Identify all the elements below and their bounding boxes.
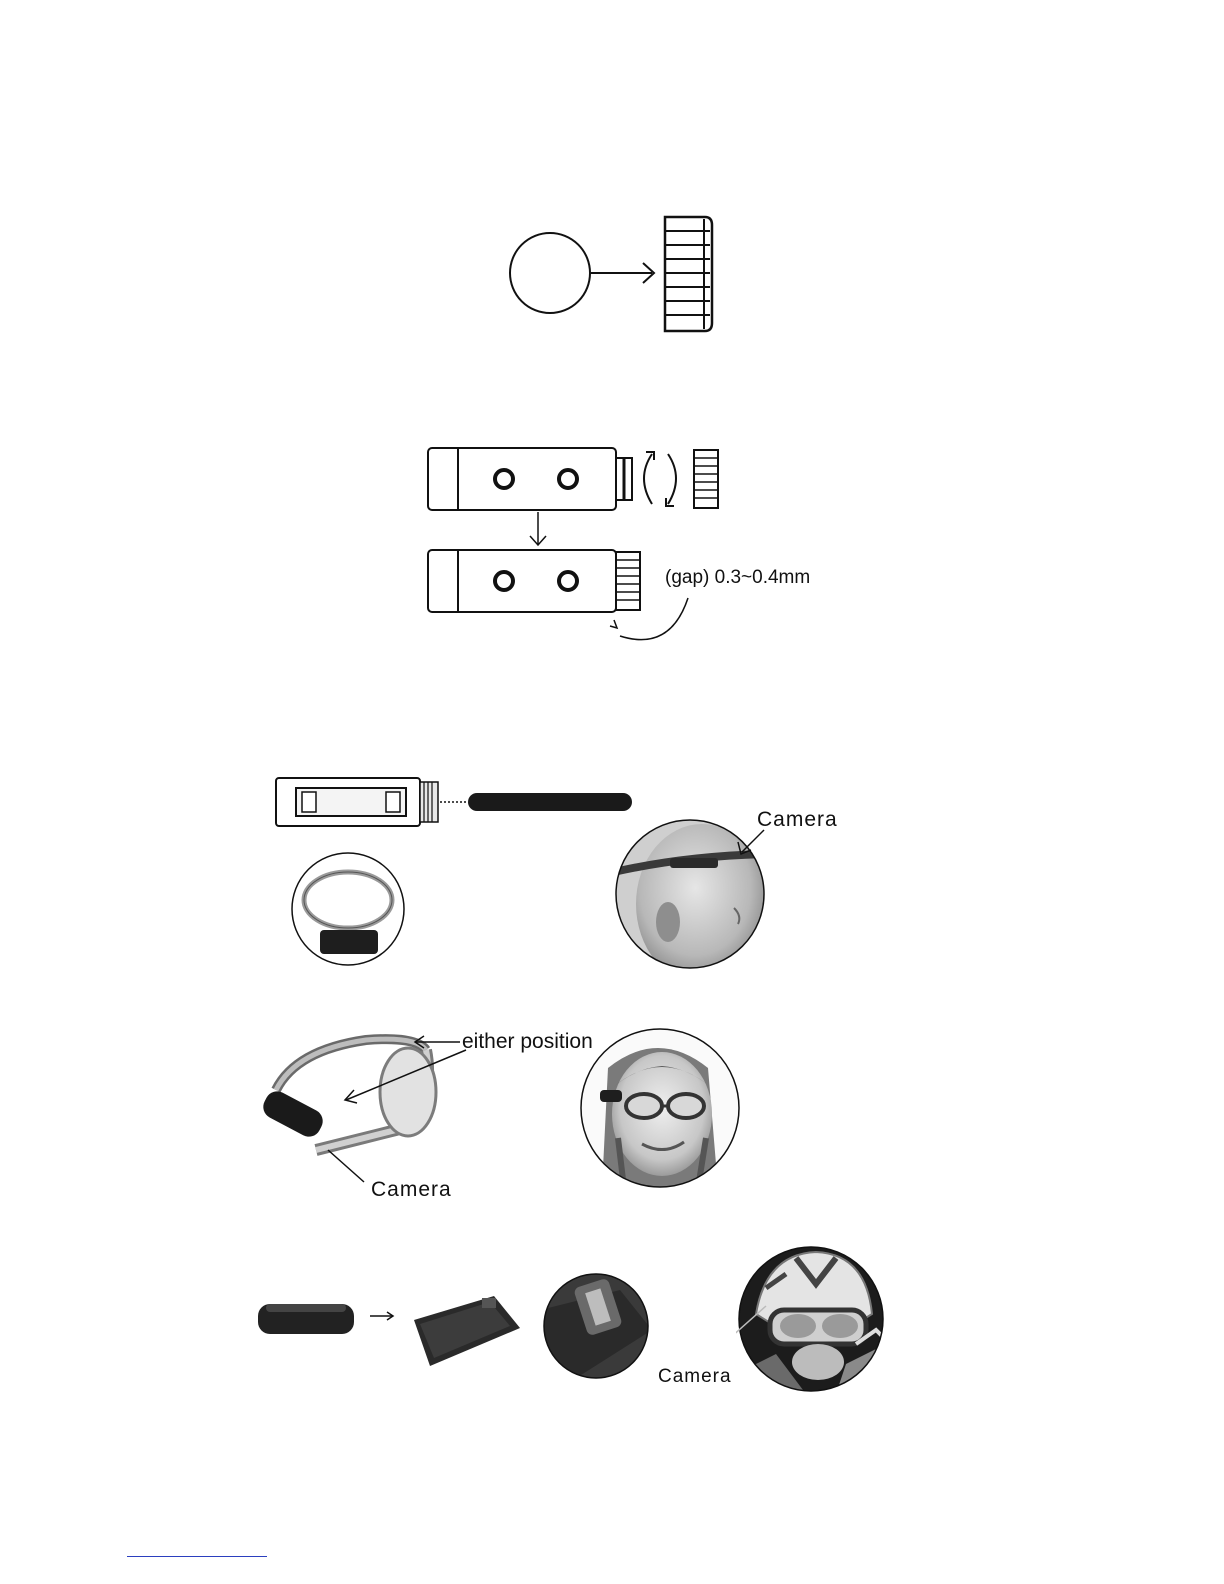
helmet-closeup-photo — [540, 1270, 652, 1382]
gap-label: (gap) 0.3~0.4mm — [665, 567, 811, 588]
lens-cap-icon — [694, 450, 718, 508]
camera-body-icon — [258, 1304, 354, 1334]
footer-rule — [127, 1556, 267, 1557]
mounting-clip-icon — [414, 1296, 520, 1366]
goggles-figure — [256, 1030, 496, 1200]
swim-goggles-icon — [259, 1039, 436, 1150]
head-photo — [614, 812, 766, 974]
camera-goggles-label: Camera — [371, 1178, 452, 1201]
camera-helmet-label: Camera — [658, 1366, 732, 1387]
mounting-clip-icon — [276, 778, 438, 826]
either-position-label: either position — [462, 1030, 593, 1053]
o-ring-to-cap-figure — [500, 205, 730, 345]
helmet-photo — [736, 1244, 886, 1394]
camera-body-icon — [428, 448, 632, 510]
helmet-mount-figure — [254, 1290, 534, 1380]
lens-cap-icon — [665, 217, 712, 331]
goggles-photo — [578, 1028, 742, 1190]
camera-body-icon — [428, 550, 640, 612]
screw-cap-figure — [420, 440, 760, 650]
rotate-arrows-icon — [644, 452, 676, 506]
head-strap-photo — [286, 850, 410, 968]
o-ring-icon — [510, 233, 590, 313]
clip-figure — [270, 774, 640, 830]
camera-head-label: Camera — [757, 808, 838, 831]
